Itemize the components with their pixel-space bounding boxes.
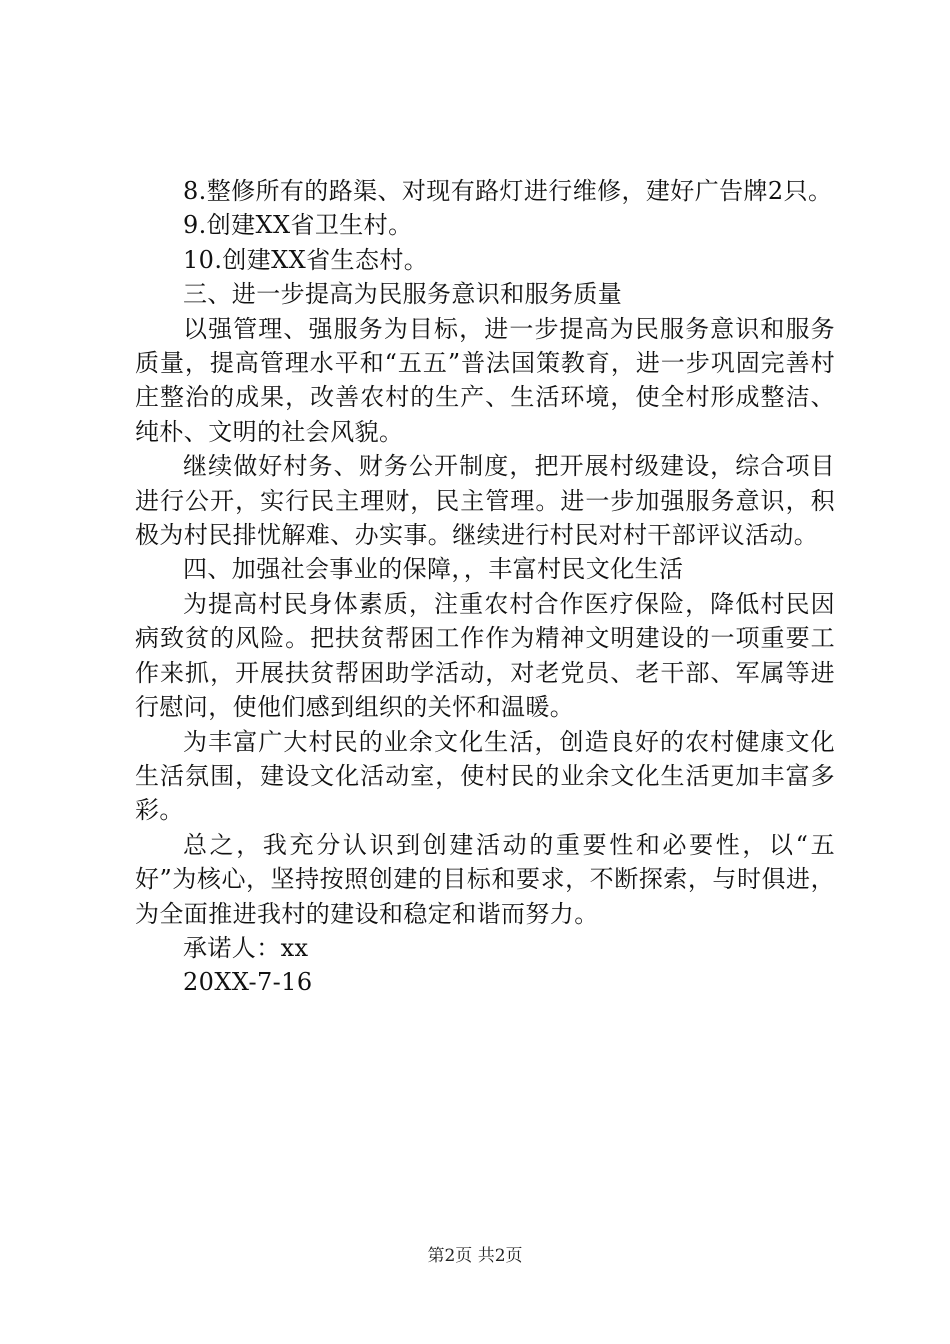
page-number-footer: 第2页 共2页 <box>427 1246 523 1266</box>
section-heading-3: 三、进一步提高为民服务意识和服务质量 <box>183 280 623 309</box>
date-line: 20XX-7-16 <box>183 968 313 997</box>
section-heading-4: 四、加强社会事业的保障，，丰富村民文化生活 <box>183 555 684 584</box>
body-paragraph: 继续做好村务、财务公开制度，把开展村级建设，综合项目进行公开，实行民主理财，民主管理。进一步加强服务意识，积极为村民排忧解难、办实事。继续进行村民对村干部评议活动。 <box>135 452 835 550</box>
list-item-10: 10.创建XX省生态村。 <box>183 245 429 274</box>
signer-line: 承诺人：xx <box>183 933 309 962</box>
document-body <box>135 174 835 1000</box>
body-paragraph: 为丰富广大村民的业余文化生活，创造良好的农村健康文化生活氛围，建设文化活动室，使村民的业余文化生活更加丰富多彩。 <box>135 727 835 825</box>
list-item-8: 8.整修所有的路渠、对现有路灯进行维修，建好广告牌2只。 <box>183 177 833 205</box>
conclusion-paragraph: 总之，我充分认识到创建活动的重要性和必要性，以“五好”为核心，坚持按照创建的目标和要求，不断探索，与时俱进，为全面推进我村的建设和稳定和谐而努力。 <box>135 830 835 928</box>
body-paragraph: 以强管理、强服务为目标，进一步提高为民服务意识和服务质量，提高管理水平和“五五”普法国策教育，进一步巩固完善村庄整治的成果，改善农村的生产、生活环境，使全村形成整洁、纯朴、文明的社会风貌。 <box>135 314 835 446</box>
body-paragraph: 为提高村民身体素质，注重农村合作医疗保险，降低村民因病致贫的风险。把扶贫帮困工作作为精神文明建设的一项重要工作来抓，开展扶贫帮困助学活动，对老党员、老干部、军属等进行慰问，使他们感到组织的关怀和温暖。 <box>135 589 835 722</box>
list-item-9: 9.创建XX省卫生村。 <box>183 211 413 240</box>
